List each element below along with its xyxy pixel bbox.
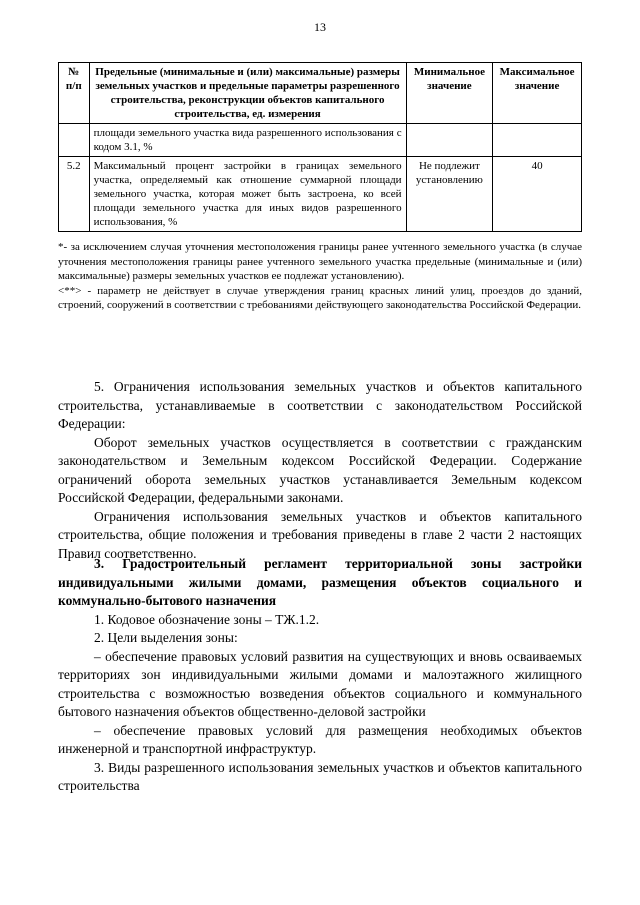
section-3-zone-regulation [58,555,582,796]
paragraph: – обеспечение правовых условий для размещения необходимых объектов инженерной и транспортной инфраструктур. [58,722,582,756]
section-heading: 3. Градостроительный регламент территориальной зоны застройки индивидуальными жилыми домами, размещения объектов социального и коммунально-бытового назначения [58,556,582,608]
table-row [59,157,582,232]
page-number: 13 [314,20,326,34]
footnote: <**> - параметр не действует в случае утверждения границ красных линий улиц, проездов до зданий, строений, сооружений в соответствии с требованиями действующего законодательства Российской Федерации. [58,284,582,311]
footnote: *- за исключением случая уточнения местоположения границы ранее учтенного земельного участка (в случае уточнения местоположения границы ранее учтенного земельного участка предельные (минимальные и (или) максимальные) размеры земельных участков ее подлежат установлению). [58,241,582,282]
row-max: 40 [493,157,582,232]
paragraph: 5. Ограничения использования земельных участков и объектов капитального строительства, устанавливаемые в соответствии с законодательством Российской Федерации: [58,379,582,431]
row-description: Максимальный процент застройки в границах земельного участка, определяемый как отношение суммарной площади земельного участка, которая может быть застроена, ко всей площади земельного участка для иных видов разрешенного использования, % [89,157,406,232]
table-header-row [59,63,582,124]
paragraph: Оборот земельных участков осуществляется в соответствии с гражданским законодательством и Земельным кодексом Российской Федерации. Содержание ограничений оборота земельных участков устанавливается Земельным кодексом Российской Федерации, федеральными законами. [58,434,582,505]
table-row [59,124,582,157]
header-min: Минимальное значение [406,63,493,124]
row-number [59,124,90,157]
header-parameter: Предельные (минимальные и (или) максимальные) размеры земельных участков и предельные параметры разрешенного строительства, реконструкции объектов капитального строительства, ед. измерения [89,63,406,124]
paragraph: Ограничения использования земельных участков и объектов капитального строительства, общие положения и требования приведены в главе 2 части 2 настоящих Правил соответственно. [58,508,582,561]
paragraph: – обеспечение правовых условий развития на существующих и вновь осваиваемых территориях зон индивидуальными жилыми домами и малоэтажного жилищного строительства с возможностью возведения объектов социального и коммунального бытового назначения объектов общественно-деловой застройки [58,648,582,719]
row-max [493,124,582,157]
parameters-table [58,62,582,232]
header-max: Максимальное значение [493,63,582,124]
paragraph: 1. Кодовое обозначение зоны – ТЖ.1.2. [94,611,320,627]
paragraph: 3. Виды разрешенного использования земельных участков и объектов капитального строительства [58,759,582,793]
table-footnotes [58,240,582,313]
paragraph: 2. Цели выделения зоны: [94,630,238,645]
section-5-restrictions [58,378,582,563]
row-number: 5.2 [59,157,90,232]
row-min: Не подлежит установлению [406,157,493,232]
row-description: площади земельного участка вида разрешенного использования с кодом 3.1, % [89,124,406,157]
header-number: № п/п [59,63,90,124]
row-min [406,124,493,157]
